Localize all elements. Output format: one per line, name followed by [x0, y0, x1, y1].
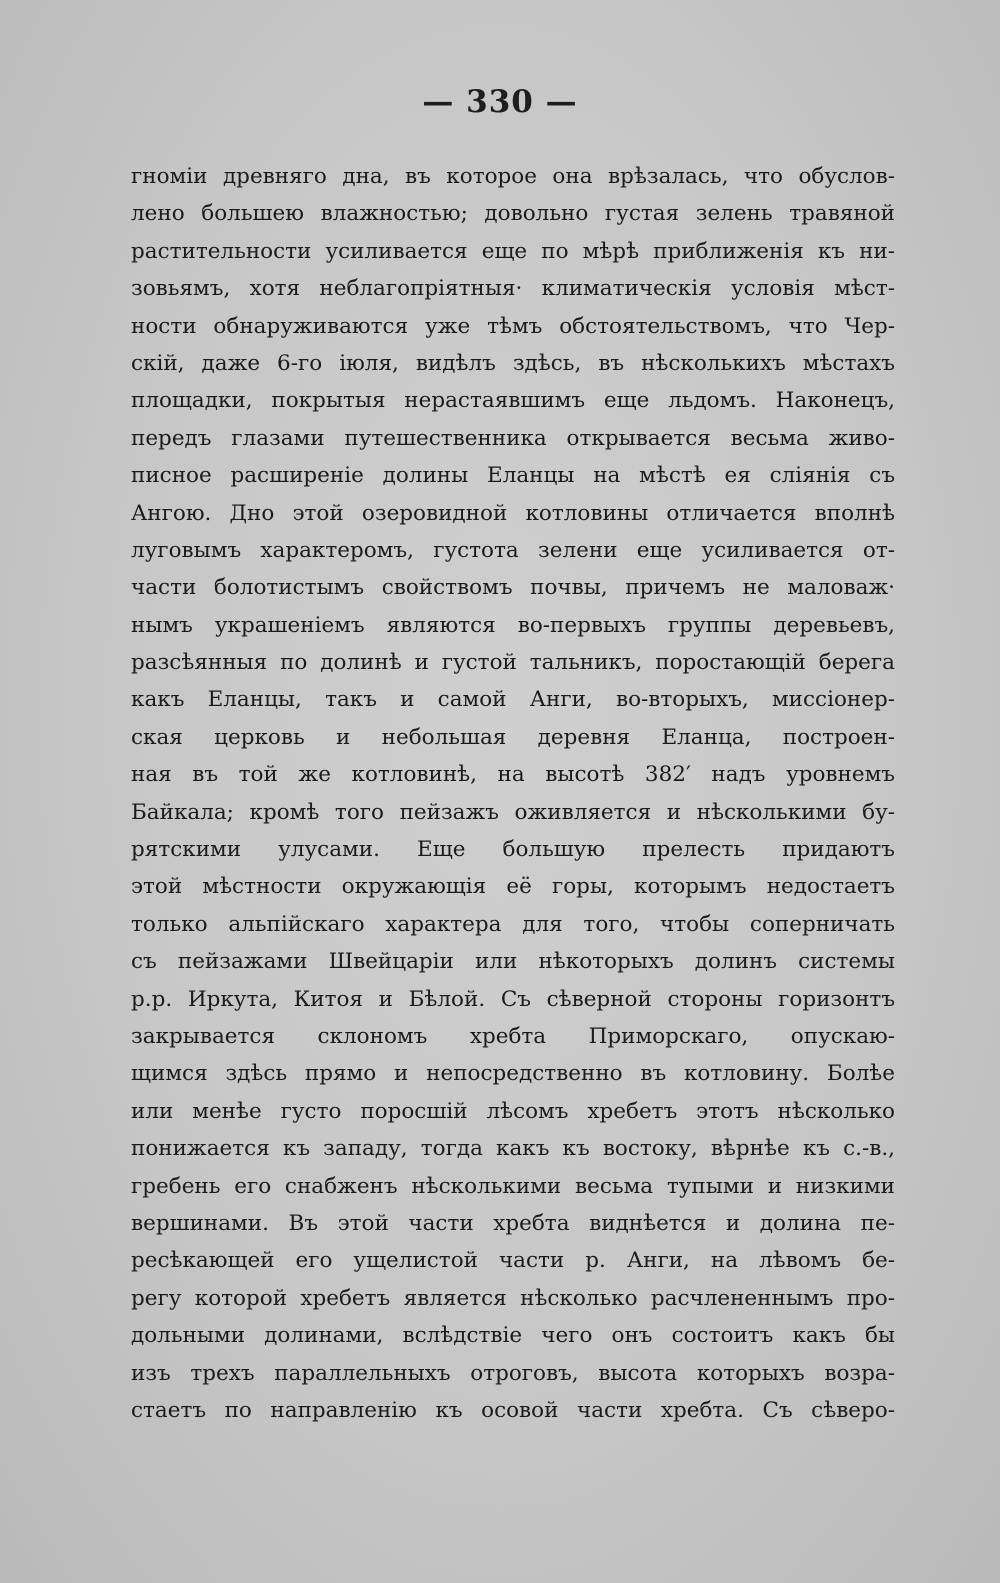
body-text	[131, 158, 895, 1429]
text-line: изъ трехъ параллельныхъ отроговъ, высота которыхъ возра-	[131, 1360, 895, 1386]
text-line: писное расширеніе долины Еланцы на мѣстѣ ея сліянія съ	[131, 463, 895, 489]
text-line: закрывается склономъ хребта Приморскаго, опускаю-	[131, 1023, 895, 1049]
text-line: разсѣянныя по долинѣ и густой тальникъ, поростающій берега	[131, 650, 895, 676]
text-line: только альпійскаго характера для того, чтобы соперничать	[131, 911, 895, 937]
text-line: дольными долинами, вслѣдствіе чего онъ состоитъ какъ бы	[131, 1323, 895, 1349]
text-line: ская церковь и небольшая деревня Еланца, построен-	[131, 724, 895, 750]
text-line: нымъ украшеніемъ являются во-первыхъ группы деревьевъ,	[131, 612, 895, 638]
text-line: зовьямъ, хотя неблагопріятныя· климатическія условія мѣст-	[131, 276, 895, 302]
text-line: Ангою. Дно этой озеровидной котловины отличается вполнѣ	[131, 500, 895, 526]
text-line: этой мѣстности окружающія её горы, которымъ недостаетъ	[131, 874, 895, 900]
text-line: ресѣкающей его ущелистой части р. Анги, на лѣвомъ бе-	[131, 1248, 895, 1274]
text-line: вершинами. Въ этой части хребта виднѣется и долина пе-	[131, 1210, 895, 1236]
text-line: какъ Еланцы, такъ и самой Анги, во-вторыхъ, миссіонер-	[131, 687, 895, 713]
page-number: — 330 —	[422, 84, 578, 120]
text-line: стаетъ по направленію къ осовой части хребта. Съ сѣверо-	[131, 1397, 895, 1423]
text-line: луговымъ характеромъ, густота зелени еще усиливается от-	[131, 537, 895, 563]
text-line: щимся здѣсь прямо и непосредственно въ котловину. Болѣе	[131, 1061, 895, 1087]
text-line: регу которой хребетъ является нѣсколько расчлененнымъ про-	[131, 1285, 895, 1311]
text-line: площадки, покрытыя нерастаявшимъ еще льдомъ. Наконецъ,	[131, 388, 895, 414]
text-line: гноміи древняго дна, въ которое она врѣзалась, что обуслов-	[131, 164, 895, 189]
text-line: или менѣе густо поросшій лѣсомъ хребетъ этотъ нѣсколько	[131, 1098, 895, 1124]
text-line: растительности усиливается еще по мѣрѣ приближенія къ ни-	[131, 238, 895, 264]
text-line: ности обнаруживаются уже тѣмъ обстоятельствомъ, что Чер-	[131, 313, 895, 339]
text-line: гребень его снабженъ нѣсколькими весьма тупыми и низкими	[131, 1173, 895, 1199]
text-line: Байкала; кромѣ того пейзажъ оживляется и нѣсколькими бу-	[131, 799, 895, 825]
text-line: рятскими улусами. Еще большую прелесть придаютъ	[131, 837, 895, 863]
text-line: ная въ той же котловинѣ, на высотѣ 382′ надъ уровнемъ	[131, 762, 895, 788]
text-line: части болотистымъ свойствомъ почвы, причемъ не маловаж·	[131, 575, 895, 601]
text-line: понижается къ западу, тогда какъ къ востоку, вѣрнѣе къ с.-в.,	[131, 1136, 895, 1162]
text-line: передъ глазами путешественника открывается весьма живо-	[131, 425, 895, 451]
text-line: скій, даже 6-го іюля, видѣлъ здѣсь, въ нѣсколькихъ мѣстахъ	[131, 350, 895, 376]
text-line: съ пейзажами Швейцаріи или нѣкоторыхъ долинъ системы	[131, 949, 895, 975]
text-line: лено большею влажностью; довольно густая зелень травяной	[131, 201, 895, 227]
text-line: р.р. Иркута, Китоя и Бѣлой. Съ сѣверной стороны горизонтъ	[131, 986, 895, 1012]
